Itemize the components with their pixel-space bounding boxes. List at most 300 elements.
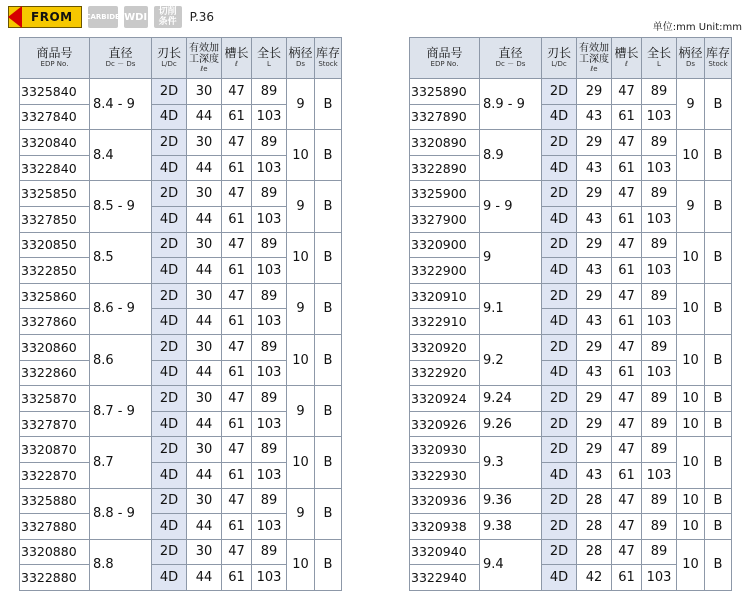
diameter-cell: 9.26 [480,411,542,437]
diameter-cell: 9.38 [480,514,542,540]
header-effective-depth [577,38,612,79]
stock-cell: B [705,181,732,232]
effective-depth-cell: 30 [187,386,222,412]
table-row [410,130,732,156]
flute-length-cell: 47 [222,181,252,207]
edp-cell: 3320920 [410,334,480,360]
overall-length-cell: 103 [642,565,677,591]
effective-depth-cell: 44 [187,104,222,130]
length-ratio-cell: 4D [152,309,187,335]
effective-depth-cell: 28 [577,514,612,540]
edp-cell: 3327870 [20,411,90,437]
edp-cell: 3327890 [410,104,480,130]
table-row [410,514,732,540]
length-ratio-cell: 4D [542,565,577,591]
flute-length-cell: 47 [222,386,252,412]
header-label: 商品号 [426,46,463,60]
header-length-ratio [542,38,577,79]
header-label: 工深度 [189,53,219,65]
effective-depth-cell: 30 [187,130,222,156]
header-label: 柄径 [288,46,313,60]
effective-depth-cell: 30 [187,539,222,565]
length-ratio-cell: 2D [152,386,187,412]
overall-length-cell: 103 [252,104,287,130]
overall-length-cell: 103 [642,360,677,386]
length-ratio-cell: 2D [542,334,577,360]
length-ratio-cell: 4D [542,155,577,181]
flute-length-cell: 61 [222,206,252,232]
header-edp [20,38,90,79]
edp-cell: 3327860 [20,309,90,335]
effective-depth-cell: 29 [577,181,612,207]
header-label: 有效加 [579,42,609,54]
flute-length-cell: 61 [222,309,252,335]
shank-diameter-cell: 10 [677,539,705,590]
edp-cell: 3320860 [20,334,90,360]
length-ratio-cell: 4D [152,206,187,232]
overall-length-cell: 103 [642,258,677,284]
flute-length-cell: 47 [222,79,252,105]
product-table-right [409,37,732,591]
edp-cell: 3325840 [20,79,90,105]
flute-length-cell: 47 [612,130,642,156]
flute-length-cell: 61 [222,360,252,386]
table-row [410,386,732,412]
diameter-cell: 9 [480,232,542,283]
shank-diameter-cell: 10 [677,232,705,283]
table-row [20,488,342,514]
flute-length-cell: 47 [222,232,252,258]
edp-cell: 3322940 [410,565,480,591]
length-ratio-cell: 4D [152,258,187,284]
header-sublabel: Dc － Ds [495,60,526,68]
stock-cell: B [315,437,342,488]
stock-cell: B [705,411,732,437]
edp-cell: 3320850 [20,232,90,258]
overall-length-cell: 89 [642,437,677,463]
edp-cell: 3322840 [20,155,90,181]
header-sublabel: ℓ [235,60,238,68]
diameter-cell: 8.6 - 9 [90,283,152,334]
edp-cell: 3320938 [410,514,480,540]
header-label: 槽长 [614,46,639,60]
flute-length-cell: 61 [612,309,642,335]
header-stock [705,38,732,79]
stock-cell: B [705,232,732,283]
edp-cell: 3325860 [20,283,90,309]
diameter-cell: 8.7 - 9 [90,386,152,437]
header-label: 有效加 [189,42,219,54]
header-overall-length [642,38,677,79]
length-ratio-cell: 2D [542,488,577,514]
effective-depth-cell: 43 [577,309,612,335]
edp-cell: 3322860 [20,360,90,386]
flute-length-cell: 47 [612,411,642,437]
flute-length-cell: 61 [612,104,642,130]
header-label: 全长 [256,46,281,60]
overall-length-cell: 89 [252,283,287,309]
overall-length-cell: 103 [252,411,287,437]
edp-cell: 3327880 [20,514,90,540]
flute-length-cell: 47 [612,334,642,360]
stock-cell: B [315,130,342,181]
effective-depth-cell: 29 [577,334,612,360]
effective-depth-cell: 28 [577,539,612,565]
edp-cell: 3322910 [410,309,480,335]
diameter-cell: 9.4 [480,539,542,590]
edp-cell: 3320840 [20,130,90,156]
edp-cell: 3327900 [410,206,480,232]
length-ratio-cell: 2D [542,386,577,412]
effective-depth-cell: 30 [187,181,222,207]
header-label: 刃长 [156,46,181,60]
effective-depth-cell: 29 [577,437,612,463]
header-sublabel: L [657,60,661,68]
flute-length-cell: 61 [222,155,252,181]
flute-length-cell: 47 [612,181,642,207]
edp-cell: 3325850 [20,181,90,207]
effective-depth-cell: 29 [577,130,612,156]
overall-length-cell: 103 [252,258,287,284]
header-label: 直径 [108,46,133,60]
table-row [410,79,732,105]
diameter-cell: 8.9 [480,130,542,181]
length-ratio-cell: 2D [152,437,187,463]
stock-cell: B [315,539,342,590]
units-label: 单位:mm Unit:mm [652,22,742,33]
shank-diameter-cell: 10 [677,488,705,514]
cutting-tag-line2: 条件 [158,17,177,27]
edp-cell: 3322920 [410,360,480,386]
flute-length-cell: 47 [612,283,642,309]
header-sublabel: L/Dc [161,60,177,68]
flute-length-cell: 61 [612,462,642,488]
overall-length-cell: 103 [642,104,677,130]
flute-length-cell: 47 [612,386,642,412]
from-label: FROM [31,10,73,24]
overall-length-cell: 103 [252,206,287,232]
table-row [20,539,342,565]
header-diameter [90,38,152,79]
header-sublabel: L/Dc [551,60,567,68]
overall-length-cell: 89 [252,79,287,105]
length-ratio-cell: 4D [542,104,577,130]
diameter-cell: 9.2 [480,334,542,385]
header-sublabel: L [267,60,271,68]
header-sublabel: EDP No. [40,60,69,68]
diameter-cell: 8.4 [90,130,152,181]
header-flute-length [222,38,252,79]
flute-length-cell: 47 [222,334,252,360]
table-row [20,130,342,156]
header-label: 柄径 [678,46,703,60]
wdi-tag: WDI [124,6,148,28]
length-ratio-cell: 2D [542,283,577,309]
edp-cell: 3320890 [410,130,480,156]
header-shank-diameter [677,38,705,79]
stock-cell: B [315,181,342,232]
length-ratio-cell: 2D [152,283,187,309]
edp-cell: 3320880 [20,539,90,565]
effective-depth-cell: 44 [187,411,222,437]
flute-length-cell: 47 [612,79,642,105]
table-row [20,334,342,360]
table-row [410,437,732,463]
diameter-cell: 8.7 [90,437,152,488]
stock-cell: B [705,386,732,412]
shank-diameter-cell: 9 [287,386,315,437]
stock-cell: B [705,334,732,385]
diameter-cell: 9.3 [480,437,542,488]
edp-cell: 3325870 [20,386,90,412]
shank-diameter-cell: 9 [287,488,315,539]
header-diameter [480,38,542,79]
from-badge [8,6,82,28]
edp-cell: 3325890 [410,79,480,105]
header-label: 库存 [315,46,340,60]
shank-diameter-cell: 10 [287,437,315,488]
effective-depth-cell: 30 [187,437,222,463]
stock-cell: B [705,79,732,130]
table-row [410,181,732,207]
effective-depth-cell: 42 [577,565,612,591]
effective-depth-cell: 28 [577,488,612,514]
diameter-cell: 8.5 [90,232,152,283]
header-label: 商品号 [36,46,73,60]
header-sublabel: ℓe [590,64,598,73]
edp-cell: 3320936 [410,488,480,514]
overall-length-cell: 89 [252,386,287,412]
header-edp [410,38,480,79]
edp-cell: 3320926 [410,411,480,437]
header-shank-diameter [287,38,315,79]
header-label: 库存 [705,46,730,60]
cutting-tag-line1: 切削 [158,7,177,17]
length-ratio-cell: 4D [152,565,187,591]
edp-cell: 3320930 [410,437,480,463]
diameter-cell: 8.4 - 9 [90,79,152,130]
edp-cell: 3322880 [20,565,90,591]
overall-length-cell: 103 [252,565,287,591]
effective-depth-cell: 44 [187,360,222,386]
effective-depth-cell: 44 [187,309,222,335]
length-ratio-cell: 2D [542,79,577,105]
length-ratio-cell: 2D [542,539,577,565]
flute-length-cell: 61 [612,155,642,181]
stock-cell: B [705,514,732,540]
table-row [410,488,732,514]
length-ratio-cell: 2D [152,232,187,258]
flute-length-cell: 61 [222,411,252,437]
header-flute-length [612,38,642,79]
edp-cell: 3325900 [410,181,480,207]
edp-cell: 3325880 [20,488,90,514]
table-row [20,437,342,463]
header-sublabel: EDP No. [430,60,459,68]
edp-cell: 3322900 [410,258,480,284]
arrow-left-icon [8,6,22,28]
cutting-conditions-tag [154,6,182,28]
flute-length-cell: 47 [612,437,642,463]
header-row [410,38,732,79]
header-label: 刃长 [546,46,571,60]
length-ratio-cell: 2D [542,181,577,207]
effective-depth-cell: 43 [577,258,612,284]
edp-cell: 3327850 [20,206,90,232]
header-effective-depth [187,38,222,79]
stock-cell: B [315,232,342,283]
flute-length-cell: 61 [222,462,252,488]
overall-length-cell: 89 [642,539,677,565]
header-sublabel: Ds [685,60,696,68]
header-sublabel: ℓ [625,60,628,68]
overall-length-cell: 103 [252,360,287,386]
length-ratio-cell: 4D [152,411,187,437]
length-ratio-cell: 2D [152,79,187,105]
effective-depth-cell: 43 [577,462,612,488]
flute-length-cell: 61 [612,565,642,591]
length-ratio-cell: 4D [542,462,577,488]
diameter-cell: 9.36 [480,488,542,514]
effective-depth-cell: 44 [187,206,222,232]
shank-diameter-cell: 10 [287,334,315,385]
product-table-left [19,37,342,591]
table-row [20,232,342,258]
effective-depth-cell: 43 [577,155,612,181]
overall-length-cell: 103 [642,155,677,181]
overall-length-cell: 89 [642,130,677,156]
edp-cell: 3320870 [20,437,90,463]
shank-diameter-cell: 9 [287,283,315,334]
diameter-cell: 8.8 [90,539,152,590]
table-row [410,411,732,437]
overall-length-cell: 89 [252,437,287,463]
length-ratio-cell: 4D [152,155,187,181]
flute-length-cell: 47 [612,488,642,514]
stock-cell: B [315,283,342,334]
length-ratio-cell: 2D [542,130,577,156]
table-row [410,334,732,360]
effective-depth-cell: 44 [187,462,222,488]
overall-length-cell: 89 [642,181,677,207]
overall-length-cell: 103 [642,309,677,335]
overall-length-cell: 89 [252,488,287,514]
header-sublabel: Stock [708,60,728,68]
length-ratio-cell: 4D [152,514,187,540]
table-row [20,181,342,207]
header-bar [8,5,214,29]
length-ratio-cell: 2D [152,488,187,514]
length-ratio-cell: 2D [152,181,187,207]
length-ratio-cell: 2D [152,334,187,360]
overall-length-cell: 89 [252,334,287,360]
shank-diameter-cell: 9 [677,181,705,232]
overall-length-cell: 89 [642,386,677,412]
edp-cell: 3322890 [410,155,480,181]
effective-depth-cell: 30 [187,283,222,309]
flute-length-cell: 61 [612,258,642,284]
header-label: 槽长 [224,46,249,60]
header-row [20,38,342,79]
overall-length-cell: 103 [642,462,677,488]
header-sublabel: Dc － Ds [105,60,136,68]
table-row [20,386,342,412]
stock-cell: B [705,539,732,590]
effective-depth-cell: 30 [187,79,222,105]
length-ratio-cell: 2D [152,130,187,156]
overall-length-cell: 89 [642,283,677,309]
header-label: 工深度 [579,53,609,65]
diameter-cell: 8.9 - 9 [480,79,542,130]
header-label: 全长 [646,46,671,60]
effective-depth-cell: 29 [577,386,612,412]
length-ratio-cell: 4D [152,360,187,386]
length-ratio-cell: 4D [152,104,187,130]
overall-length-cell: 103 [252,462,287,488]
flute-length-cell: 47 [222,283,252,309]
diameter-cell: 9 - 9 [480,181,542,232]
page-reference: P.36 [189,10,215,24]
length-ratio-cell: 4D [542,360,577,386]
effective-depth-cell: 29 [577,411,612,437]
shank-diameter-cell: 10 [677,514,705,540]
flute-length-cell: 47 [612,232,642,258]
effective-depth-cell: 29 [577,232,612,258]
length-ratio-cell: 4D [542,258,577,284]
overall-length-cell: 89 [642,411,677,437]
header-sublabel: ℓe [200,64,208,73]
shank-diameter-cell: 10 [677,386,705,412]
diameter-cell: 9.1 [480,283,542,334]
stock-cell: B [705,437,732,488]
effective-depth-cell: 29 [577,79,612,105]
stock-cell: B [315,79,342,130]
effective-depth-cell: 30 [187,232,222,258]
flute-length-cell: 61 [222,565,252,591]
length-ratio-cell: 2D [542,232,577,258]
edp-cell: 3320910 [410,283,480,309]
flute-length-cell: 61 [612,206,642,232]
edp-cell: 3320940 [410,539,480,565]
shank-diameter-cell: 10 [677,283,705,334]
table-row [20,79,342,105]
effective-depth-cell: 43 [577,206,612,232]
edp-cell: 3322870 [20,462,90,488]
shank-diameter-cell: 9 [287,181,315,232]
shank-diameter-cell: 10 [677,130,705,181]
length-ratio-cell: 4D [152,462,187,488]
overall-length-cell: 89 [642,488,677,514]
table-row [20,283,342,309]
edp-cell: 3320900 [410,232,480,258]
flute-length-cell: 61 [222,514,252,540]
edp-cell: 3320924 [410,386,480,412]
length-ratio-cell: 2D [542,514,577,540]
stock-cell: B [315,488,342,539]
stock-cell: B [315,334,342,385]
shank-diameter-cell: 10 [287,539,315,590]
length-ratio-cell: 2D [152,539,187,565]
stock-cell: B [315,386,342,437]
effective-depth-cell: 44 [187,155,222,181]
edp-cell: 3322850 [20,258,90,284]
overall-length-cell: 103 [252,514,287,540]
diameter-cell: 8.8 - 9 [90,488,152,539]
table-row [410,232,732,258]
stock-cell: B [705,130,732,181]
diameter-cell: 8.5 - 9 [90,181,152,232]
effective-depth-cell: 44 [187,514,222,540]
